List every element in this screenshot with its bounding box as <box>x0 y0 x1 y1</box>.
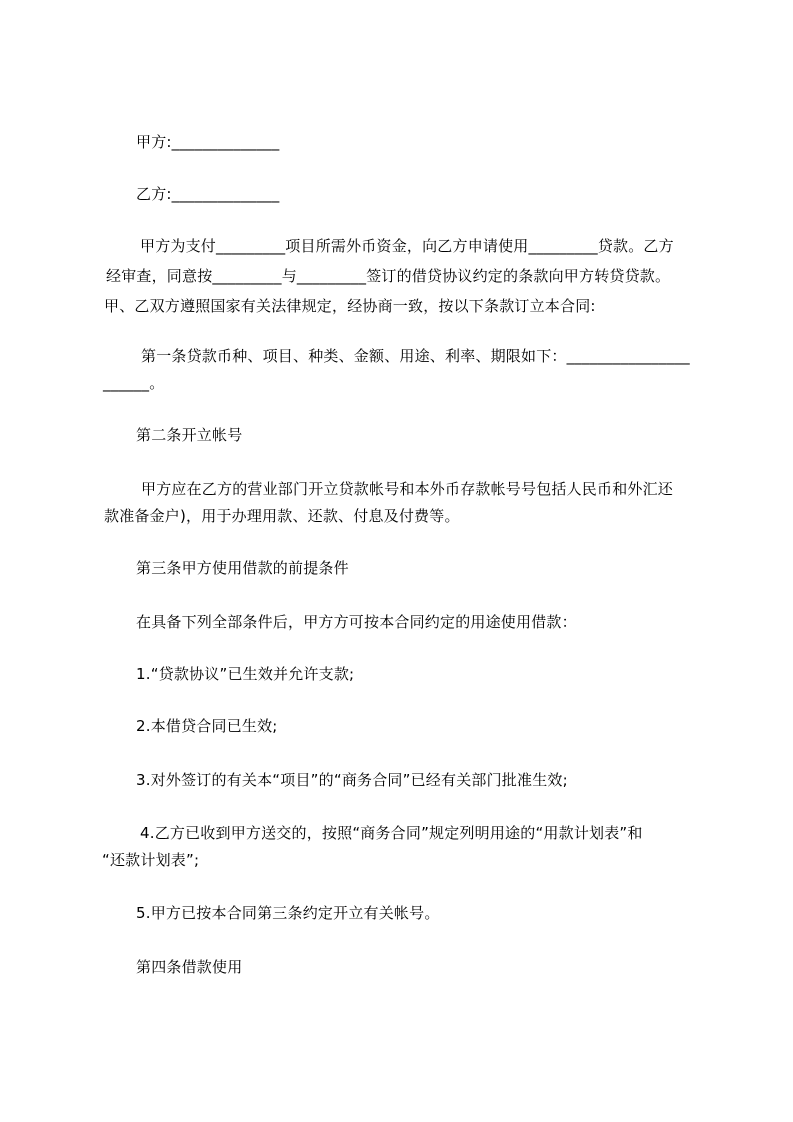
article2-title: 第二条开立帐号 <box>136 426 243 444</box>
preamble-line-2: 经审查，同意按_________与_________签订的借贷协议约定的条款向甲方转贷贷款。 <box>106 267 671 285</box>
party-b-line: 乙方:______________ <box>136 185 280 203</box>
article3-item-5: 5.甲方已按本合同第三条约定开立有关帐号。 <box>136 904 440 922</box>
article3-item-4-line-1: 4.乙方已收到甲方送交的，按照“商务合同”规定列明用途的“用款计划表”和 <box>140 824 643 842</box>
article2-line-1: 甲方应在乙方的营业部门开立贷款帐号和本外币存款帐号号包括人民币和外汇还 <box>141 480 674 498</box>
article4-title: 第四条借款使用 <box>136 958 243 976</box>
article2-line-2: 款准备金户)，用于办理用款、还款、付息及付费等。 <box>104 507 460 525</box>
article3-item-2: 2.本借贷合同已生效; <box>136 717 278 735</box>
preamble-line-3: 甲、乙双方遵照国家有关法律规定，经协商一致，按以下条款订立本合同: <box>104 297 596 315</box>
article3-title: 第三条甲方使用借款的前提条件 <box>136 559 349 577</box>
article3-item-1: 1.“贷款协议”已生效并允许支款; <box>136 665 355 683</box>
article3-item-3: 3.对外签订的有关本“项目”的“商务合同”已经有关部门批准生效; <box>136 771 568 789</box>
article1-line-1: 第一条贷款币种、项目、种类、金额、用途、利率、期限如下：________________ <box>141 347 690 365</box>
party-a-line: 甲方:______________ <box>136 133 280 151</box>
article3-intro: 在具备下列全部条件后，甲方方可按本合同约定的用途使用借款： <box>136 613 577 631</box>
preamble-line-1: 甲方为支付_________项目所需外币资金，向乙方申请使用_________贷款。乙方 <box>140 237 674 255</box>
article3-item-4-line-2: “还款计划表”; <box>102 851 200 869</box>
article1-line-2: ______。 <box>103 374 165 392</box>
